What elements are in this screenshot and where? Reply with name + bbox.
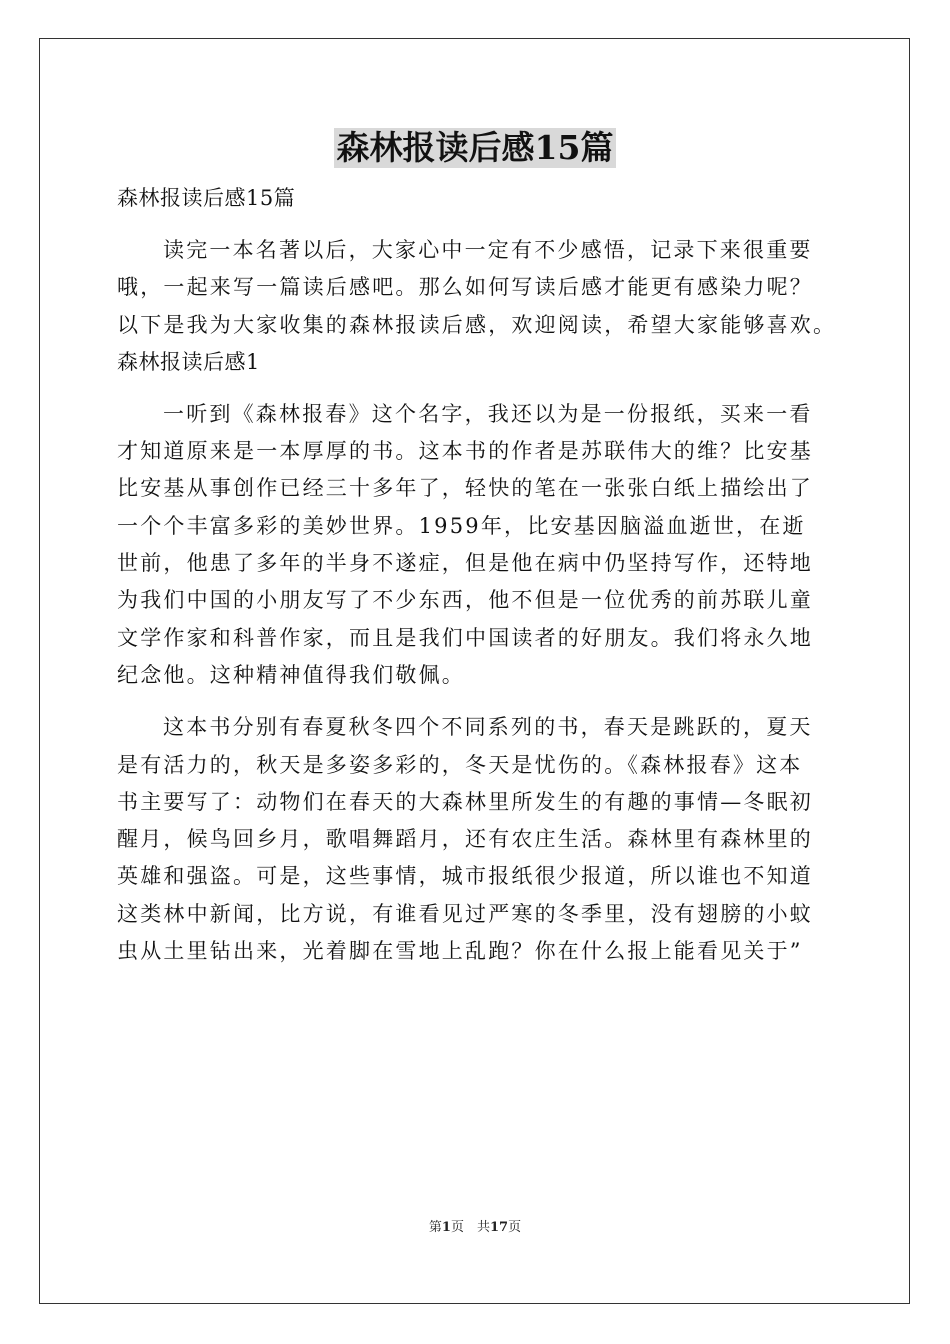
footer-page-suffix: 页	[508, 1220, 522, 1235]
text-line: 才知道原来是一本厚厚的书。这本书的作者是苏联伟大的维？比安基	[117, 439, 813, 464]
paragraph-1	[117, 396, 857, 694]
document-body	[117, 180, 857, 970]
intro-paragraph	[117, 232, 857, 344]
footer-page-mid: 页 共	[450, 1220, 490, 1235]
paragraph-2	[117, 709, 857, 970]
text-line: 以下是我为大家收集的森林报读后感，欢迎阅读，希望大家能够喜欢。	[117, 312, 837, 337]
text-line: 哦，一起来写一篇读后感吧。那么如何写读后感才能更有感染力呢？	[117, 275, 813, 300]
text-line: 纪念他。这种精神值得我们敬佩。	[117, 662, 465, 687]
footer-page-prefix: 第	[428, 1220, 442, 1235]
text-line: 虫从土里钻出来，光着脚在雪地上乱跑？你在什么报上能看见关于”	[117, 939, 803, 964]
text-line: 这本书分别有春夏秋冬四个不同系列的书，春天是跳跃的，夏天	[163, 715, 813, 740]
text-line: 这类林中新闻，比方说，有谁看见过严寒的冬季里，没有翅膀的小蚊	[117, 901, 813, 926]
text-line: 醒月，候鸟回乡月，歌唱舞蹈月，还有农庄生活。森林里有森林里的	[117, 827, 813, 852]
text-line: 比安基从事创作已经三十多年了，轻快的笔在一张张白纸上描绘出了	[117, 476, 813, 501]
text-line: 书主要写了：动物们在春天的大森林里所发生的有趣的事情—冬眠初	[117, 789, 813, 814]
text-line: 一听到《森林报春》这个名字，我还以为是一份报纸，买来一看	[163, 401, 813, 426]
document-subtitle: 森林报读后感15篇	[117, 186, 296, 210]
text-line: 一个个丰富多彩的美妙世界。1959年，比安基因脑溢血逝世，在逝	[117, 513, 806, 538]
footer-page-total: 17	[489, 1220, 509, 1235]
footer-page-current: 1	[441, 1220, 451, 1235]
text-line: 文学作家和科普作家，而且是我们中国读者的好朋友。我们将永久地	[117, 625, 813, 650]
page-footer	[0, 1219, 950, 1237]
text-line: 读完一本名著以后，大家心中一定有不少感悟，记录下来很重要	[163, 238, 813, 262]
document-title-text: 森林报读后感15篇	[334, 128, 617, 168]
text-line: 为我们中国的小朋友写了不少东西，他不但是一位优秀的前苏联儿童	[117, 588, 813, 613]
text-line: 英雄和强盗。可是，这些事情，城市报纸很少报道，所以谁也不知道	[117, 864, 813, 889]
text-line: 是有活力的，秋天是多姿多彩的，冬天是忧伤的。《森林报春》这本	[117, 752, 803, 777]
document-title	[0, 128, 950, 172]
text-line: 世前，他患了多年的半身不遂症，但是他在病中仍坚持写作，还特地	[117, 551, 813, 576]
section-heading: 森林报读后感1	[117, 349, 260, 374]
